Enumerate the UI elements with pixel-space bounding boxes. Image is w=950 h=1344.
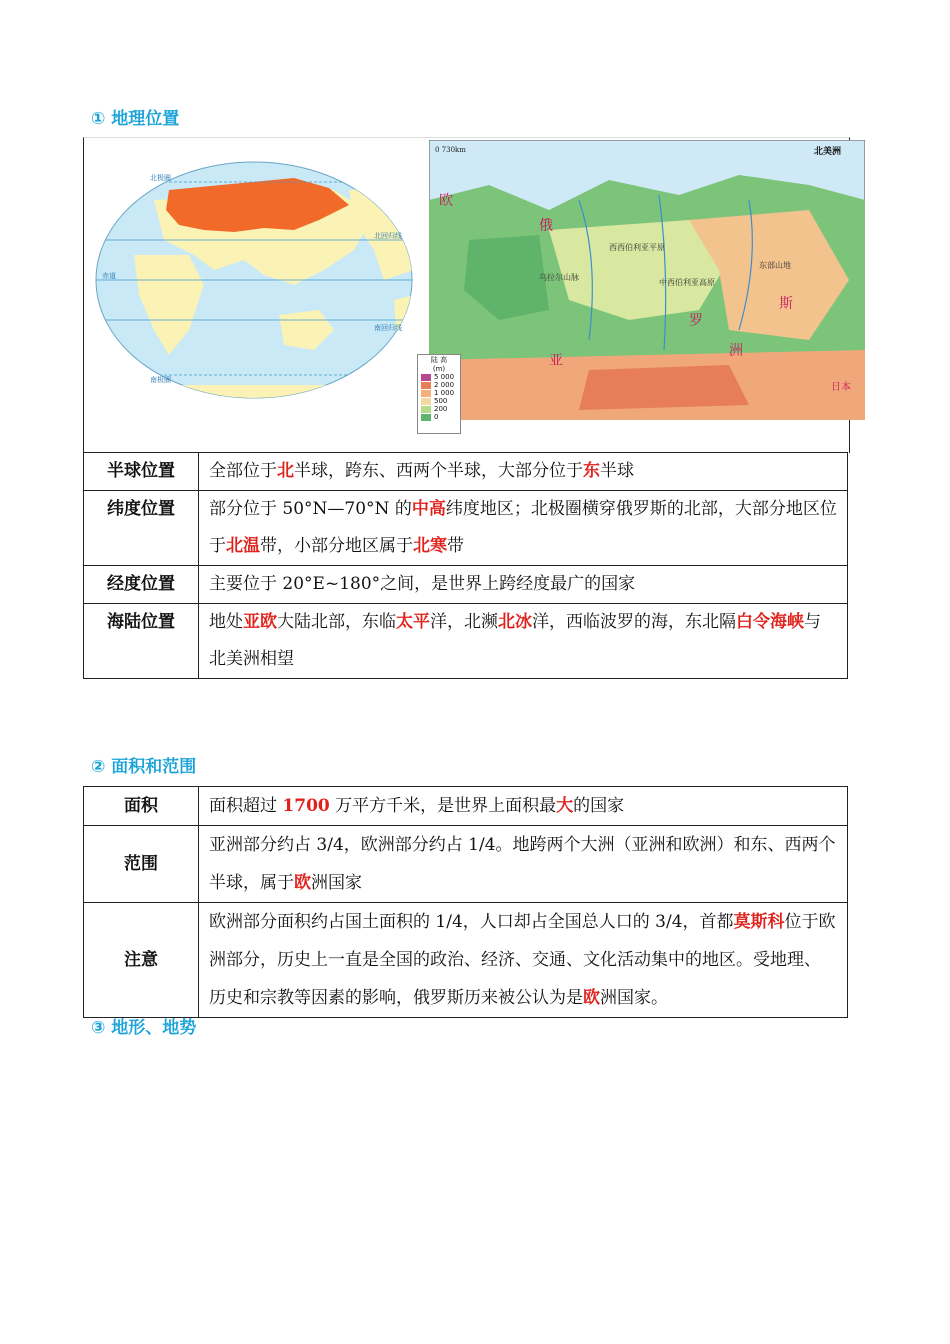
- russia-label-3: 斯: [779, 296, 793, 312]
- body-text: 洋，西临波罗的海，东北隔: [532, 612, 736, 632]
- body-text: 洲国家。: [600, 988, 668, 1008]
- area-row-content: [199, 787, 848, 826]
- location-row-content: [199, 491, 848, 566]
- legend-row: [418, 405, 460, 413]
- location-row-label: 纬度位置: [84, 491, 199, 566]
- tropic-capricorn-label: 南回归线: [374, 324, 402, 332]
- legend-row: [418, 373, 460, 381]
- legend-value: 200: [434, 405, 448, 413]
- highlight-text: 1700: [282, 796, 330, 816]
- asia-label-2: 洲: [729, 343, 743, 359]
- body-text: 部分位于 50°N—70°N 的: [209, 499, 412, 519]
- location-row-content: [199, 453, 848, 491]
- location-row: [84, 491, 848, 566]
- location-table: [83, 452, 848, 679]
- legend-swatch: [421, 398, 431, 405]
- legend-row: [418, 389, 460, 397]
- section-heading-terrain: ③ 地形、地势: [91, 1018, 197, 1038]
- highlight-text: 亚欧: [243, 612, 277, 632]
- central-siberian-label: 中西伯利亚高原: [659, 278, 715, 287]
- highlight-text: 北冰: [498, 612, 532, 632]
- asia-label-1: 亚: [549, 353, 563, 369]
- section-heading-location: ① 地理位置: [91, 109, 180, 129]
- antarctic-circle-label: 南极圈: [150, 376, 171, 384]
- highlight-text: 中高: [411, 499, 446, 519]
- body-text: 纬度地区；北极圈横穿俄罗斯的北部，大部分地区位于: [209, 499, 837, 556]
- map-scale: 0 730km: [435, 146, 466, 154]
- location-row: [84, 453, 848, 491]
- highlight-text: 北: [277, 461, 294, 481]
- body-text: 位于欧洲部分，历史上一直是全国的政治、经济、交通、文化活动集中的地区。受地理、历史和宗教等因素的影响，俄罗斯历来被公认为是: [209, 912, 836, 1008]
- legend-unit: (m): [432, 365, 446, 373]
- body-text: 主要位于 20°E~180°之间，是世界上跨经度最广的国家: [209, 574, 636, 594]
- area-row-content: [199, 826, 848, 903]
- body-text: 大陆北部，东临: [277, 612, 396, 632]
- highlight-text: 白令海峡: [736, 612, 804, 632]
- elevation-legend: [417, 354, 461, 434]
- ural-label: 乌拉尔山脉: [539, 273, 579, 282]
- area-row-content: [199, 903, 848, 1018]
- location-row: [84, 604, 848, 679]
- legend-row: [418, 397, 460, 405]
- area-row-label: 注意: [84, 903, 199, 1018]
- arctic-circle-label: 北极圈: [150, 174, 171, 182]
- west-siberian-label: 西西伯利亚平原: [609, 243, 665, 252]
- location-row: [84, 566, 848, 604]
- body-text: 万平方千米，是世界上面积最: [329, 796, 557, 816]
- equator-label: 赤道: [102, 272, 116, 280]
- legend-value: 2 000: [434, 381, 455, 389]
- antarctica-land: [94, 385, 414, 400]
- map-figure: [83, 137, 850, 453]
- area-table: [83, 786, 848, 1018]
- highlight-text: 太平: [396, 612, 430, 632]
- russia-label-1: 俄: [539, 218, 553, 234]
- south-america-land: [394, 295, 414, 370]
- section-heading-area: ② 面积和范围: [91, 757, 197, 777]
- location-row-label: 经度位置: [84, 566, 199, 604]
- body-text: 全部位于: [209, 461, 277, 481]
- legend-value: 500: [434, 397, 448, 405]
- east-mountains-label: 东部山地: [759, 261, 791, 270]
- body-text: 的国家: [573, 796, 625, 816]
- body-text: 面积超过: [209, 796, 283, 816]
- world-map: [94, 160, 414, 400]
- body-text: 亚洲部分约占 3/4，欧洲部分约占 1/4。地跨两个大洲（亚洲和欧洲）和东、西两个半球，属于: [209, 835, 836, 893]
- legend-swatch: [421, 414, 431, 421]
- location-row-content: [199, 604, 848, 679]
- body-text: 洋，北濒: [430, 612, 498, 632]
- japan-label: 日本: [831, 382, 851, 393]
- russia-label-2: 罗: [689, 313, 703, 329]
- body-text: 欧洲部分面积约占国土面积的 1/4，人口却占全国总人口的 3/4，首都: [209, 912, 734, 932]
- highlight-text: 北温: [226, 536, 260, 556]
- russia-physical-map: [429, 140, 865, 420]
- legend-swatch: [421, 382, 431, 389]
- highlight-text: 东: [583, 461, 600, 481]
- legend-swatch: [421, 374, 431, 381]
- area-row-label: 范围: [84, 826, 199, 903]
- area-row: [84, 787, 848, 826]
- area-row: [84, 826, 848, 903]
- legend-row: [418, 381, 460, 389]
- legend-swatch: [421, 406, 431, 413]
- highlight-text: 北寒: [413, 536, 447, 556]
- body-text: 地处: [209, 612, 243, 632]
- area-row-label: 面积: [84, 787, 199, 826]
- body-text: 带，小部分地区属于: [260, 536, 413, 556]
- legend-swatch: [421, 390, 431, 397]
- body-text: 带: [447, 536, 464, 556]
- location-row-label: 半球位置: [84, 453, 199, 491]
- body-text: 半球，跨东、西两个半球，大部分位于: [294, 461, 583, 481]
- body-text: 半球: [600, 461, 634, 481]
- highlight-text: 欧: [583, 988, 600, 1008]
- area-row: [84, 903, 848, 1018]
- highlight-text: 大: [556, 796, 574, 816]
- legend-title: 陆 高: [430, 356, 448, 364]
- legend-value: 1 000: [434, 389, 455, 397]
- north-america-label: 北美洲: [814, 147, 842, 157]
- legend-value: 5 000: [434, 373, 455, 381]
- europe-label: 欧: [439, 193, 453, 209]
- location-row-content: [199, 566, 848, 604]
- highlight-text: 欧: [294, 873, 311, 893]
- location-row-label: 海陆位置: [84, 604, 199, 679]
- highlight-text: 莫斯科: [733, 912, 785, 932]
- tropic-cancer-label: 北回归线: [374, 232, 402, 240]
- legend-row: [418, 413, 460, 421]
- body-text: 与北美洲相望: [209, 612, 821, 669]
- body-text: 洲国家: [311, 873, 362, 893]
- legend-value: 0: [434, 413, 439, 421]
